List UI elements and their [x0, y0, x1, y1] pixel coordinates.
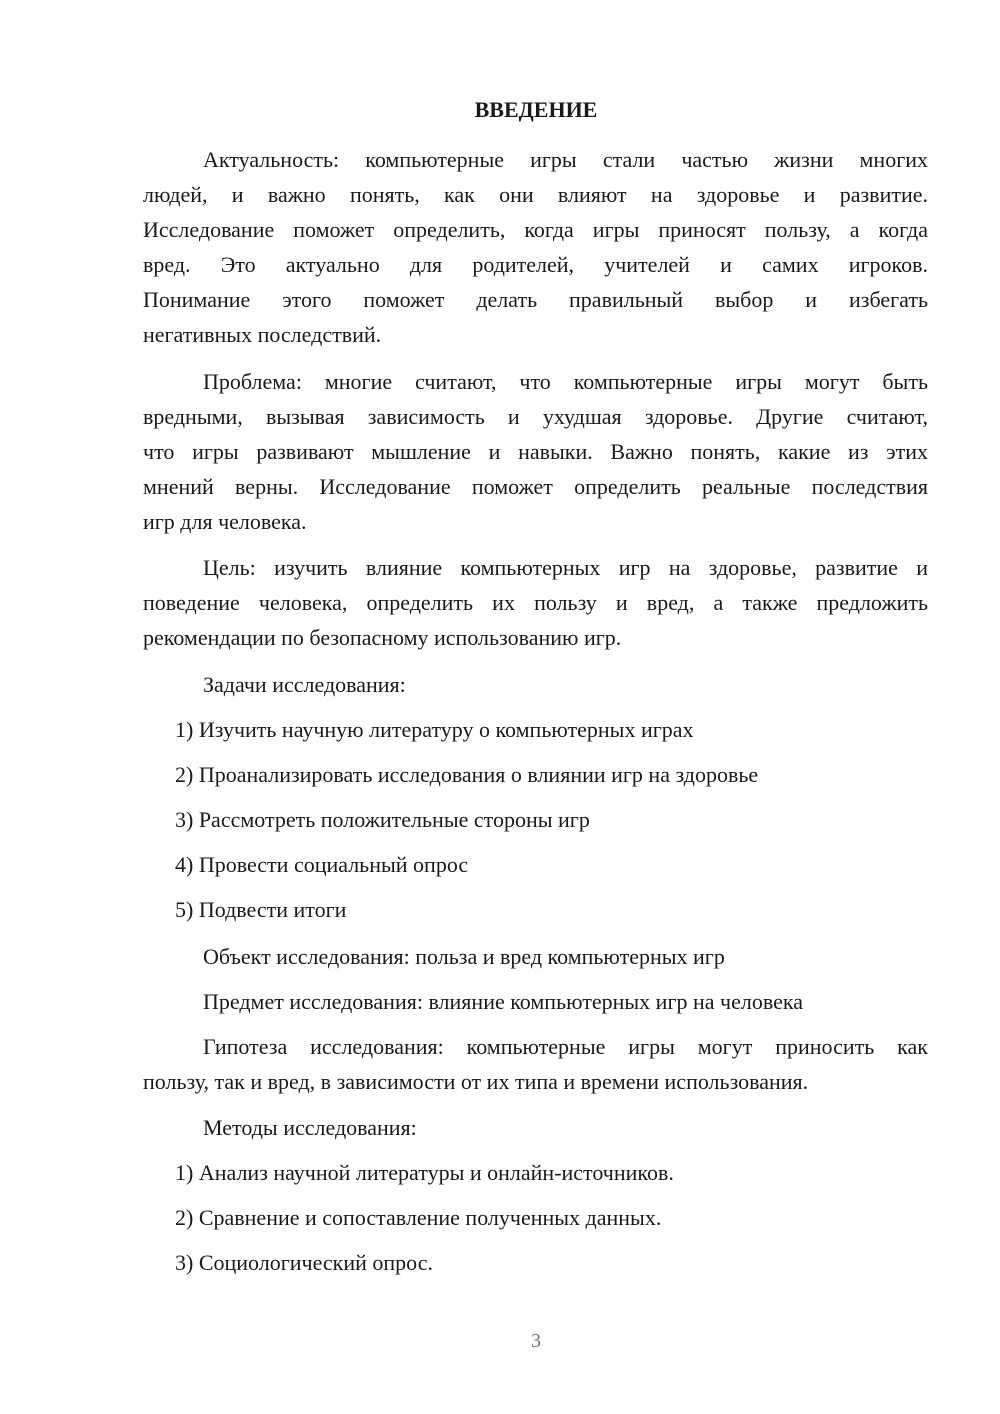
- text-line: негативных последствий.: [143, 322, 382, 347]
- problem-paragraph: [143, 364, 928, 539]
- text-line: мнений верны. Исследование поможет определить реальные последствия: [143, 474, 928, 499]
- task-item: 2) Проанализировать исследования о влиянии игр на здоровье: [175, 762, 759, 787]
- page-title: ВВЕДЕНИЕ: [474, 97, 598, 122]
- tasks-heading: Задачи исследования:: [203, 672, 406, 697]
- subject-line: Предмет исследования: влияние компьютерных игр на человека: [203, 989, 803, 1014]
- method-item: 2) Сравнение и сопоставление полученных данных.: [175, 1205, 662, 1230]
- method-item: 3) Социологический опрос.: [175, 1250, 433, 1275]
- methods-heading: Методы исследования:: [203, 1115, 417, 1140]
- text-line: поведение человека, определить их пользу и вред, а также предложить: [143, 590, 928, 615]
- hypothesis-paragraph: [143, 1029, 928, 1099]
- task-item: 1) Изучить научную литературу о компьютерных играх: [175, 717, 694, 742]
- text-line: Цель: изучить влияние компьютерных игр на здоровье, развитие и: [203, 555, 928, 580]
- page-number: 3: [531, 1330, 541, 1352]
- goal-paragraph: [143, 550, 928, 655]
- task-item: 3) Рассмотреть положительные стороны игр: [175, 807, 590, 832]
- text-line: Исследование поможет определить, когда игры приносят пользу, а когда: [143, 217, 928, 242]
- text-line: людей, и важно понять, как они влияют на здоровье и развитие.: [143, 182, 928, 207]
- text-line: пользу, так и вред, в зависимости от их типа и времени использования.: [143, 1069, 809, 1094]
- text-line: вредными, вызывая зависимость и ухудшая здоровье. Другие считают,: [143, 404, 928, 429]
- text-line: Проблема: многие считают, что компьютерные игры могут быть: [203, 369, 928, 394]
- text-line: что игры развивают мышление и навыки. Важно понять, какие из этих: [143, 439, 928, 464]
- object-line: Объект исследования: польза и вред компьютерных игр: [203, 944, 725, 969]
- text-line: Понимание этого поможет делать правильный выбор и избегать: [143, 287, 928, 312]
- text-line: вред. Это актуально для родителей, учителей и самих игроков.: [143, 252, 928, 277]
- text-line: рекомендации по безопасному использованию игр.: [143, 625, 622, 650]
- text-line: Гипотеза исследования: компьютерные игры могут приносить как: [203, 1034, 928, 1059]
- method-item: 1) Анализ научной литературы и онлайн-источников.: [175, 1160, 674, 1185]
- task-item: 4) Провести социальный опрос: [175, 852, 469, 877]
- text-line: Актуальность: компьютерные игры стали частью жизни многих: [203, 147, 928, 172]
- task-item: 5) Подвести итоги: [175, 897, 347, 922]
- text-line: игр для человека.: [143, 509, 307, 534]
- relevance-paragraph: [143, 142, 928, 352]
